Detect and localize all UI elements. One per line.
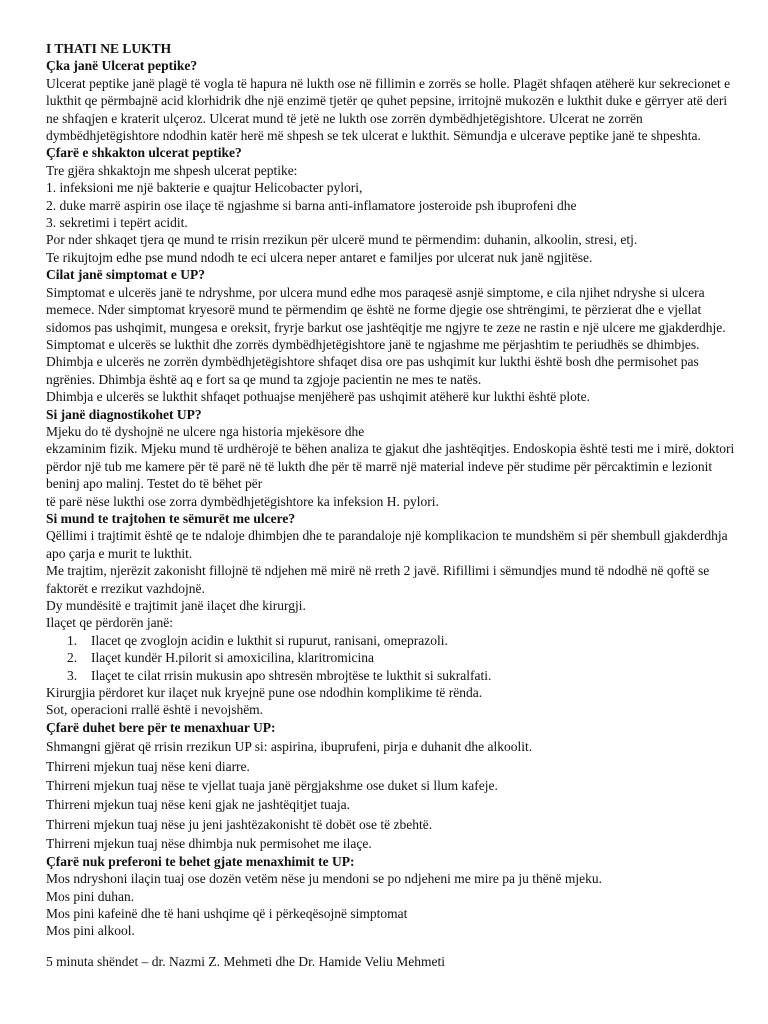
list-item [46,649,736,666]
section-causes [46,144,736,266]
paragraph: të parë nëse lukthi ose zorra dymbëdhjetëgishtore ka infeksion H. pylori. [46,493,439,509]
list-number: 3. [67,667,78,683]
section-heading: Cilat janë simptomat e UP? [46,267,205,283]
section-heading: Si mund te trajtohen te sëmurët me ulcere? [46,510,296,526]
list-item [46,667,736,684]
author-footer: 5 minuta shëndet – dr. Nazmi Z. Mehmeti dhe Dr. Hamide Veliu Mehmeti [46,953,446,969]
advice-line: Shmangni gjërat që rrisin rrezikun UP si: aspirina, ibuprufeni, pirja e duhanit dhe alkoolit. [46,739,533,755]
document-body [46,40,736,970]
paragraph: Tre gjëra shkaktojn me shpesh ulcerat peptike: [46,162,298,178]
section-symptoms [46,266,736,405]
document-title: I THATI NE LUKTH [46,41,172,56]
advice-line: Thirreni mjekun tuaj nëse dhimbja nuk permisohet me ilaçe. [46,836,372,852]
advice-line: Mos pini duhan. [46,888,135,904]
advice-line: Mos pini alkool. [46,923,135,939]
advice-line: Thirreni mjekun tuaj nëse te vjellat tuaja janë përgjakshme ose duket si llum kafeje. [46,778,498,794]
paragraph: Dhimbja e ulcerës se lukthit shfaqet pothuajse menjëherë pas ushqimit atëherë kur lukthi është plote. [46,389,590,405]
paragraph: Sot, operacioni rrallë është i nevojshëm. [46,702,264,718]
section-what-are-ulcers [46,57,736,144]
section-diagnosis [46,406,736,510]
paragraph: Dy mundësitë e trajtimit janë ilaçet dhe kirurgji. [46,598,306,613]
paragraph: Me trajtim, njerëzit zakonisht fillojnë të ndjehen më mirë në rreth 2 javë. Rifillimi i sëmundjes mund të ndodhë në qoftë se faktorët e rrezikut vazhdojnë. [46,563,710,596]
list-text: Ilaçet kundër H.pilorit si amoxicilina, klaritromicina [91,650,375,666]
section-management [46,719,736,853]
advice-line: Mos ndryshoni ilaçin tuaj ose dozën vetëm nëse ju mendoni se po ndjeheni me mire pa ju thënë mjeku. [46,871,602,887]
paragraph: Mjeku do të dyshojnë ne ulcere nga historia mjekësore dhe [46,423,365,439]
cause-item: 3. sekretimi i tepërt acidit. [46,215,188,231]
paragraph: Kirurgjia përdoret kur ilaçet nuk kryejnë pune ose ndodhin komplikime të rënda. [46,685,483,701]
list-number: 2. [67,650,78,666]
section-heading: Çfarë duhet bere për te menaxhuar UP: [46,719,276,735]
section-heading: Çfarë nuk preferoni te behet gjate menaxhimit te UP: [46,853,355,869]
list-number: 1. [67,632,78,648]
list-text: Ilacet qe zvoglojn acidin e lukthit si rupurut, ranisani, omeprazoli. [91,632,448,648]
paragraph: Qëllimi i trajtimit është qe te ndaloje dhimbjen dhe te parandaloje një komplikacion te mundshëm si për shembull gjakderdhja apo çarja e murit te lukthit. [46,528,728,561]
list-text: Ilaçet te cilat rrisin mukusin apo shtresën mbrojtëse te lukthit si sukralfati. [91,667,492,683]
advice-line: Thirreni mjekun tuaj nëse ju jeni jashtëzakonisht të dobët ose të zbehtë. [46,816,433,832]
advice-line: Thirreni mjekun tuaj nëse keni diarre. [46,758,250,774]
section-heading: Si janë diagnostikohet UP? [46,406,202,422]
paragraph: Dhimbja e ulcerës ne zorrën dymbëdhjetëgishtore shfaqet disa ore pas ushqimit kur lukthi është bosh dhe permisohet pas ngrënies. Dhimbja është aq e fort sa qe mund ta zgjoje pacientin ne mes te natës. [46,354,699,387]
paragraph: Por nder shkaqet tjera qe mund te rrisin rrezikun për ulcerë mund te përmendim: duhanin, alkoolin, stresi, etj. [46,232,638,248]
list-item [46,632,736,649]
section-heading: Çka janë Ulcerat peptike? [46,58,198,74]
paragraph: Ulcerat peptike janë plagë të vogla të hapura në lukth ose në fillimin e zorrës se holle. Plagët shfaqen atëherë kur sekrecionet e lukthit qe përmbajnë acid klorhidrik dhe një enzimë tjetër qe quhet pepsine, irritojnë mukozën e lukthit duke e gërryer atë deri ne shfaqjen e kraterit ulçeroz. Ulcerat mund të jetë ne lukth ose zorrën dymbëdhjetëgishtore. Ulcerat ne zorrën dymbëdhjetëgishtore ndodhin katër herë më shpesh se tek ulcerat e lukthit. Sëmundja e ulcerave peptike janë te shpeshta. [46,75,731,144]
cause-item: 2. duke marrë aspirin ose ilaçe të ngjashme si barna anti-inflamatore josteroide psh ibuprofeni dhe [46,197,577,213]
paragraph: ekzaminim fizik. Mjeku mund të urdhërojë te bëhen analiza te gjakut dhe jashtëqitjes. Endoskopia është testi me i mirë, doktori përdor një tub me kamere për të parë në të lukth dhe për të marrë një material indeve për studime për përcaktimin e lezionit beninj apo malinj. Testet do të bëhet për [46,441,735,492]
cause-item: 1. infeksioni me një bakterie e quajtur Helicobacter pylori, [46,180,363,196]
section-heading: Çfarë e shkakton ulcerat peptike? [46,145,242,161]
section-avoid [46,853,736,940]
paragraph: Simptomat e ulcerës janë te ndryshme, por ulcera mund edhe mos paraqesë asnjë simptome, e cila njihet ndryshe si ulcera memece. Nder simptomat kryesorë mund te përmendim qe është ne forme djegie ose shtrëngimi, te përzierat dhe e vjellat sidomos pas ushqimit, mungesa e oreksit, fryrje barkut ose jashtëqitje me ngjyre te zeze ne rastin e një ulcere me gjakderdhje. Simptomat e ulcerës se lukthit dhe zorrës dymbëdhjetëgishtore janë te ngjashme me përjashtim te periudhës se dhimbjes. [46,284,726,352]
advice-line: Mos pini kafeinë dhe të hani ushqime që i përkeqësojnë simptomat [46,905,408,921]
advice-line: Thirreni mjekun tuaj nëse keni gjak ne jashtëqitjet tuaja. [46,797,351,813]
paragraph: Te rikujtojm edhe pse mund ndodh te eci ulcera neper antaret e familjes por ulcerat nuk janë ngjitëse. [46,249,593,265]
medication-list [46,632,736,684]
paragraph: Ilaçet qe përdorën janë: [46,615,174,631]
section-treatment [46,510,736,719]
